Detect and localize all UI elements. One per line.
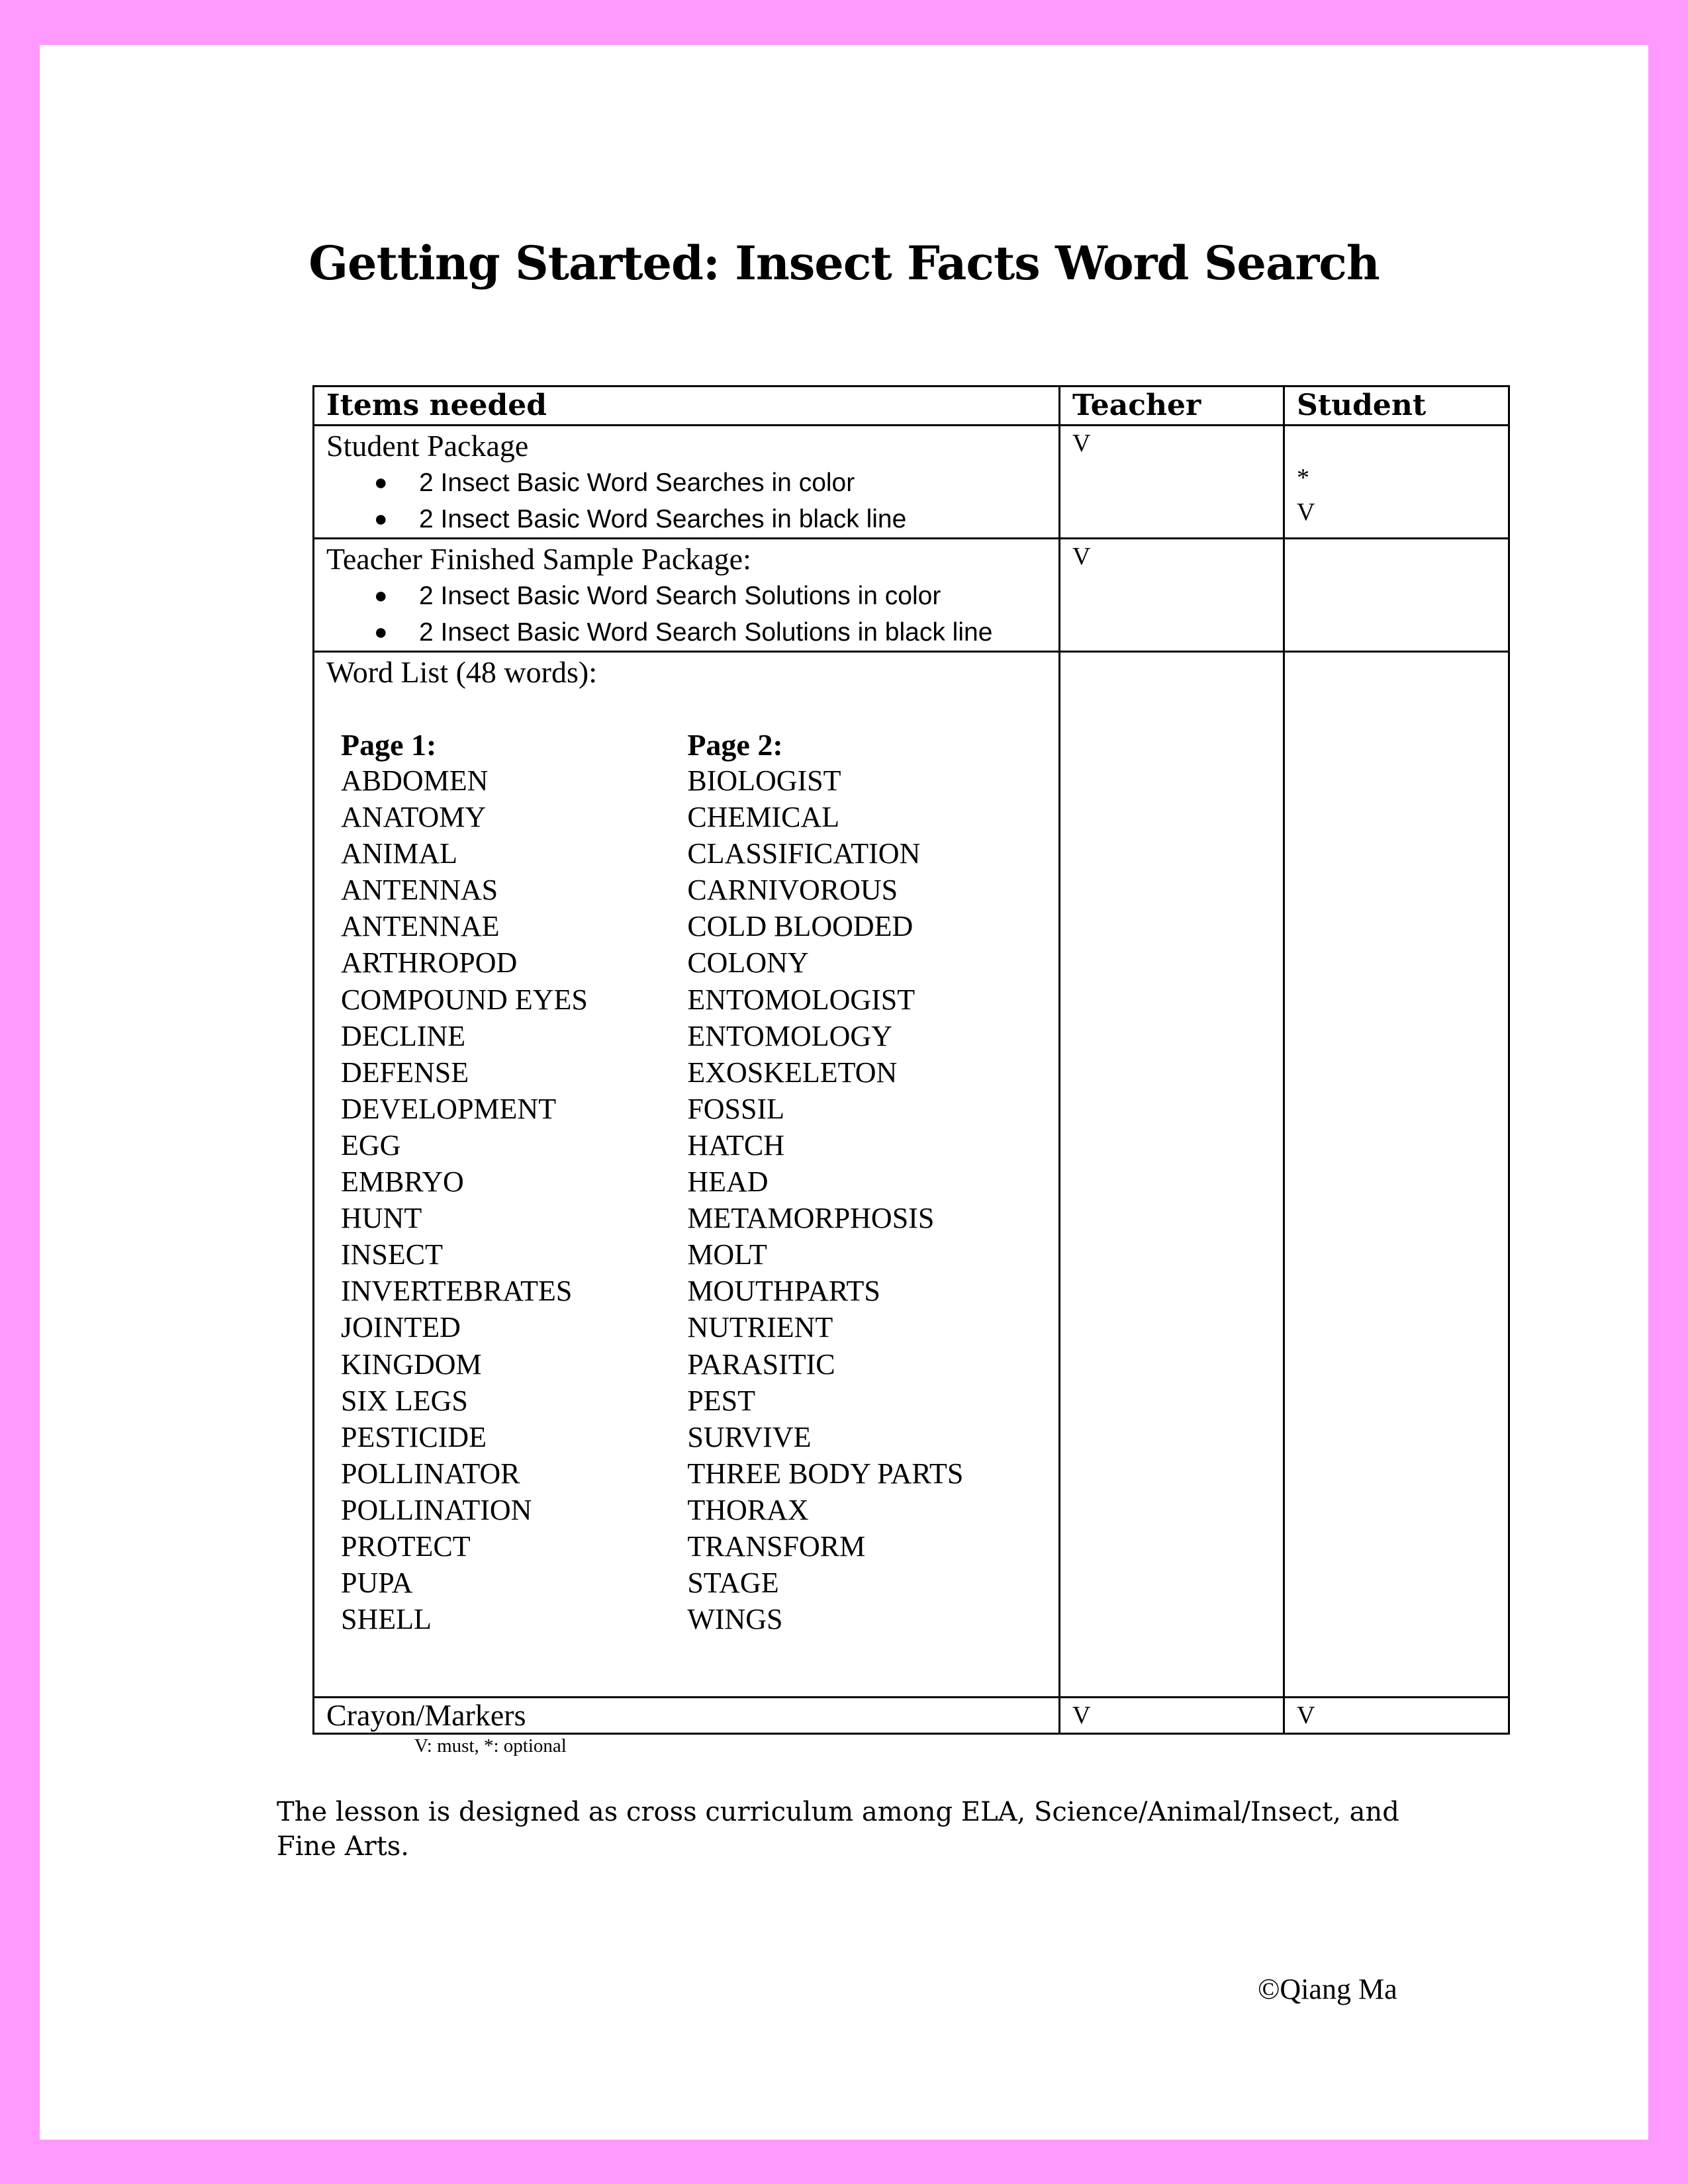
bullet-icon: ● xyxy=(374,470,388,495)
word-item: MOLT xyxy=(687,1238,767,1271)
table-row-crayons xyxy=(314,1698,1509,1734)
student-mark-optional: * xyxy=(1297,464,1309,492)
curriculum-note: The lesson is designed as cross curriculum among ELA, Science/Animal/Insect, and Fine Arts. xyxy=(277,1797,1399,1862)
word-item: MOUTHPARTS xyxy=(687,1275,880,1308)
word-item: CLASSIFICATION xyxy=(687,837,921,870)
word-item: ENTOMOLOGIST xyxy=(687,983,915,1016)
word-item: BIOLOGIST xyxy=(687,764,841,797)
word-item: PARASITIC xyxy=(687,1347,835,1381)
word-item: POLLINATOR xyxy=(341,1457,520,1490)
word-item: ANIMAL xyxy=(341,837,457,870)
word-item: EXOSKELETON xyxy=(687,1056,898,1089)
list-item: ● 2 Insect Basic Word Searches in color xyxy=(326,465,1047,501)
word-item: DEVELOPMENT xyxy=(341,1092,557,1125)
word-item: PEST xyxy=(687,1384,756,1417)
word-item: EGG xyxy=(341,1128,401,1161)
word-item: NUTRIENT xyxy=(687,1311,833,1344)
word-list-page-2 xyxy=(687,728,1047,1637)
teacher-mark: V xyxy=(1072,430,1091,457)
word-item: PROTECT xyxy=(341,1529,471,1563)
table-row-teacher-package xyxy=(314,539,1509,652)
word-item: THORAX xyxy=(687,1493,809,1526)
items-table xyxy=(312,385,1510,1735)
page-title: Getting Started: Insect Facts Word Search xyxy=(308,236,1380,291)
word-list xyxy=(326,728,1047,1637)
table-header-row xyxy=(314,387,1509,426)
word-item: PUPA xyxy=(341,1567,413,1600)
word-item: THREE BODY PARTS xyxy=(687,1457,964,1490)
list-item: ● 2 Insect Basic Word Searches in black line xyxy=(326,501,1047,537)
student-package-list xyxy=(326,465,1047,537)
word-item: CARNIVOROUS xyxy=(687,874,898,907)
copyright: ©Qiang Ma xyxy=(1258,1973,1397,2005)
word-item: INSECT xyxy=(341,1238,443,1271)
bullet-icon: ● xyxy=(374,506,388,531)
teacher-package-list xyxy=(326,578,1047,651)
word-item: JOINTED xyxy=(341,1311,461,1344)
word-item: ANTENNAE xyxy=(341,910,500,943)
student-package-title: Student Package xyxy=(326,429,529,463)
word-item: METAMORPHOSIS xyxy=(687,1202,935,1235)
word-item: WINGS xyxy=(687,1603,783,1636)
legend-note: V: must, *: optional xyxy=(414,1735,567,1756)
bullet-icon: ● xyxy=(374,619,388,645)
word-item: KINGDOM xyxy=(341,1347,482,1381)
word-item: HEAD xyxy=(687,1165,769,1199)
word-item: DECLINE xyxy=(341,1019,466,1052)
word-list-page-1 xyxy=(341,728,687,1637)
header-teacher: Teacher xyxy=(1060,387,1284,426)
list-item: ● 2 Insect Basic Word Search Solutions in black line xyxy=(326,614,1047,651)
teacher-mark: V xyxy=(1072,1702,1091,1729)
teacher-package-title: Teacher Finished Sample Package: xyxy=(326,542,751,576)
word-item: COLONY xyxy=(687,946,809,979)
word-item: SURVIVE xyxy=(687,1420,812,1453)
table-row-student-package xyxy=(314,426,1509,539)
word-item: CHEMICAL xyxy=(687,801,840,834)
word-item: COMPOUND EYES xyxy=(341,983,588,1016)
word-list-title: Word List (48 words): xyxy=(326,655,597,689)
word-item: EMBRYO xyxy=(341,1165,464,1199)
word-item: SIX LEGS xyxy=(341,1384,468,1417)
word-item: POLLINATION xyxy=(341,1493,532,1526)
student-mark-must: V xyxy=(1297,498,1315,526)
page-1-label: Page 1: xyxy=(341,728,437,762)
bullet-icon: ● xyxy=(374,583,388,608)
word-item: HATCH xyxy=(687,1128,784,1161)
word-item: COLD BLOODED xyxy=(687,910,914,943)
word-item: FOSSIL xyxy=(687,1092,785,1125)
word-item: INVERTEBRATES xyxy=(341,1275,573,1308)
header-student: Student xyxy=(1284,387,1509,426)
word-item: ENTOMOLOGY xyxy=(687,1019,892,1052)
word-item: SHELL xyxy=(341,1603,432,1636)
header-items-needed: Items needed xyxy=(314,387,1060,426)
word-item: ANATOMY xyxy=(341,801,487,834)
word-item: ANTENNAS xyxy=(341,874,498,907)
word-item: PESTICIDE xyxy=(341,1420,487,1453)
student-mark: V xyxy=(1297,1702,1315,1729)
crayons-title: Crayon/Markers xyxy=(326,1698,526,1732)
word-item: STAGE xyxy=(687,1567,779,1600)
table-row-word-list xyxy=(314,652,1509,1698)
word-item: DEFENSE xyxy=(341,1056,469,1089)
word-item: TRANSFORM xyxy=(687,1529,866,1563)
word-item: HUNT xyxy=(341,1202,422,1235)
teacher-mark: V xyxy=(1072,543,1091,570)
page-2-label: Page 2: xyxy=(687,728,783,762)
list-item: ● 2 Insect Basic Word Search Solutions in color xyxy=(326,578,1047,614)
word-item: ABDOMEN xyxy=(341,764,489,797)
word-item: ARTHROPOD xyxy=(341,946,518,979)
